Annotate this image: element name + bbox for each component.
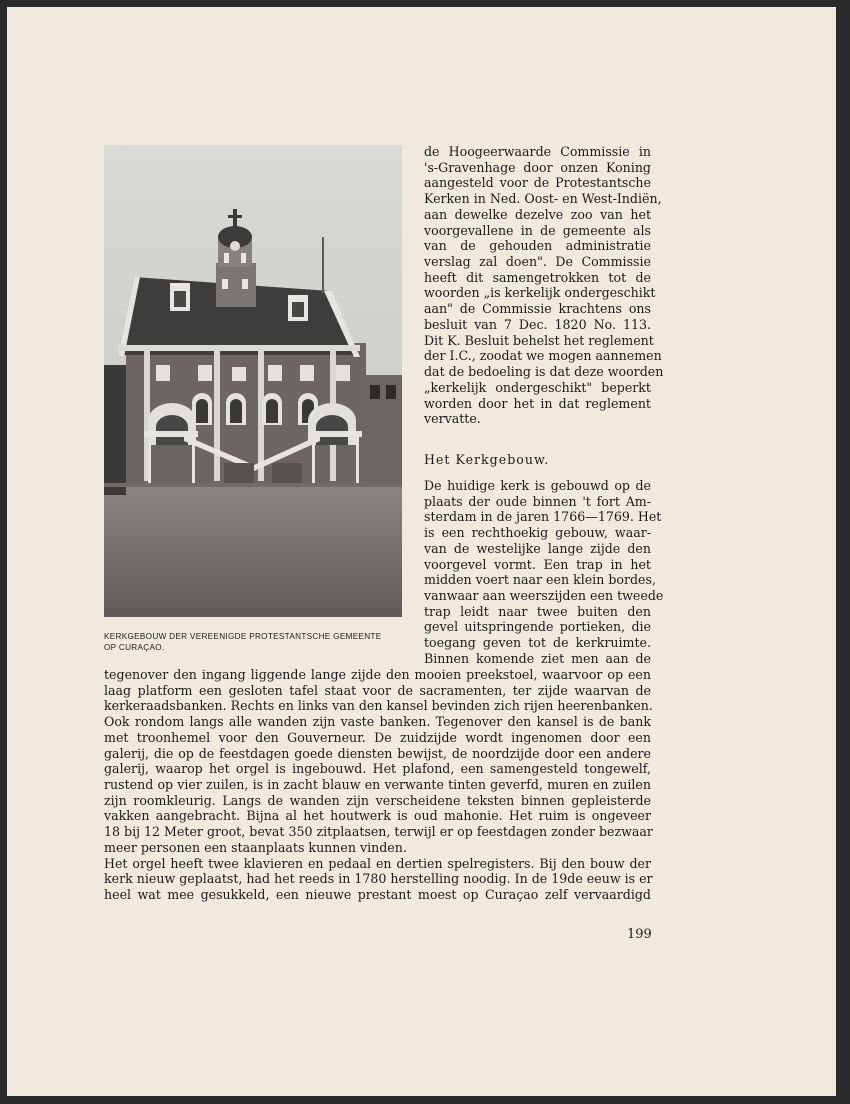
- text-line: galerij, waarop het orgel is ingebouwd. Het plafond, een samengesteld tongewelf,: [104, 761, 651, 777]
- text-line: worden door het in dat reglement: [424, 395, 651, 411]
- text-line: dat de bedoeling is dat deze woorden: [424, 364, 664, 380]
- text-line: meer personen een staanplaats kunnen vinden.: [104, 839, 407, 855]
- text-line: is een rechthoekig gebouw, waar-: [424, 525, 651, 541]
- page-number: 199: [627, 927, 652, 942]
- section-heading: Het Kerkgebouw.: [424, 452, 550, 467]
- text-line: zijn roomkleurig. Langs de wanden zijn verscheidene teksten binnen gepleisterde: [104, 792, 651, 808]
- text-line: Binnen komende ziet men aan de: [424, 650, 651, 666]
- full-width-paragraph: [104, 667, 651, 903]
- text-line: voorgevel vormt. Een trap in het: [424, 556, 651, 572]
- figure-caption: [104, 631, 408, 653]
- text-line: woorden „is kerkelijk ondergeschikt: [424, 285, 656, 301]
- section-column-paragraph: [424, 478, 664, 667]
- church-photograph: [104, 145, 402, 617]
- text-line: der I.C., zoodat we mogen aannemen: [424, 348, 662, 364]
- text-line: 's-Gravenhage door onzen Koning: [424, 159, 651, 175]
- right-column-paragraph: [424, 144, 664, 427]
- text-line: Dit K. Besluit behelst het reglement: [424, 332, 654, 348]
- text-line: gevel uitspringende portieken, die: [424, 619, 651, 635]
- text-line: met troonhemel voor den Gouverneur. De zuidzijde wordt ingenomen door een: [104, 729, 651, 745]
- text-line: rustend op vier zuilen, is in zacht blauw en verwante tinten geverfd, muren en zuilen: [104, 777, 651, 793]
- text-line: tegenover den ingang liggende lange zijde den mooien preekstoel, waarvoor op een: [104, 667, 651, 682]
- text-line: heeft dit samengetrokken tot de: [424, 269, 651, 285]
- text-line: heel wat mee gesukkeld, een nieuwe prestant moest op Curaçao zelf vervaardigd: [104, 887, 651, 903]
- text-line: aangesteld voor de Protestantsche: [424, 175, 651, 191]
- text-line: verslag zal doen". De Commissie: [424, 254, 651, 270]
- text-line: galerij, die op de feestdagen goede diensten bewijst, de noordzijde door een andere: [104, 745, 651, 761]
- text-line: De huidige kerk is gebouwd op de: [424, 478, 651, 493]
- text-line: kerk nieuw geplaatst, had het reeds in 1780 herstelling noodig. In de 19de eeuw is er: [104, 871, 653, 887]
- text-line: „kerkelijk ondergeschikt" beperkt: [424, 379, 651, 395]
- text-line: aan dewelke dezelve zoo van het: [424, 206, 651, 222]
- text-line: vakken aangebracht. Bijna al het houtwerk is oud mahonie. Het ruim is ongeveer: [104, 808, 651, 824]
- text-line: toegang geven tot de kerkruimte.: [424, 635, 651, 651]
- text-line: Het orgel heeft twee klavieren en pedaal en dertien spelregisters. Bij den bouw der: [104, 855, 651, 871]
- text-line: Kerken in Ned. Oost- en West-Indiën,: [424, 191, 662, 207]
- text-line: trap leidt naar twee buiten den: [424, 603, 651, 619]
- text-line: 18 bij 12 Meter groot, bevat 350 zitplaatsen, terwijl er op feestdagen zonder bezwaar: [104, 824, 653, 840]
- text-line: van de westelijke lange zijde den: [424, 540, 651, 556]
- caption-line: KERKGEBOUW DER VEREENIGDE PROTESTANTSCHE GEMEENTE: [104, 632, 382, 641]
- text-line: aan" de Commissie krachtens ons: [424, 301, 651, 317]
- caption-line: OP CURAÇAO.: [104, 643, 165, 652]
- text-line: vanwaar aan weerszijden een tweede: [424, 588, 664, 604]
- text-line: kerkeraadsbanken. Rechts en links van den kansel bevinden zich rijen heerenbanken.: [104, 698, 653, 714]
- text-line: plaats der oude binnen 't fort Am-: [424, 493, 651, 509]
- text-line: sterdam in de jaren 1766—1769. Het: [424, 509, 662, 525]
- text-line: van de gehouden administratie: [424, 238, 651, 254]
- text-line: laag platform een gesloten tafel staat voor de sacramenten, ter zijde waarvan de: [104, 682, 651, 698]
- text-line: besluit van 7 Dec. 1820 No. 113.: [424, 316, 651, 332]
- text-line: de Hoogeerwaarde Commissie in: [424, 144, 651, 159]
- text-line: Ook rondom langs alle wanden zijn vaste banken. Tegenover den kansel is de bank: [104, 714, 651, 730]
- text-line: vervatte.: [424, 411, 481, 427]
- text-line: voorgevallene in de gemeente als: [424, 222, 651, 238]
- text-line: midden voert naar een klein bordes,: [424, 572, 656, 588]
